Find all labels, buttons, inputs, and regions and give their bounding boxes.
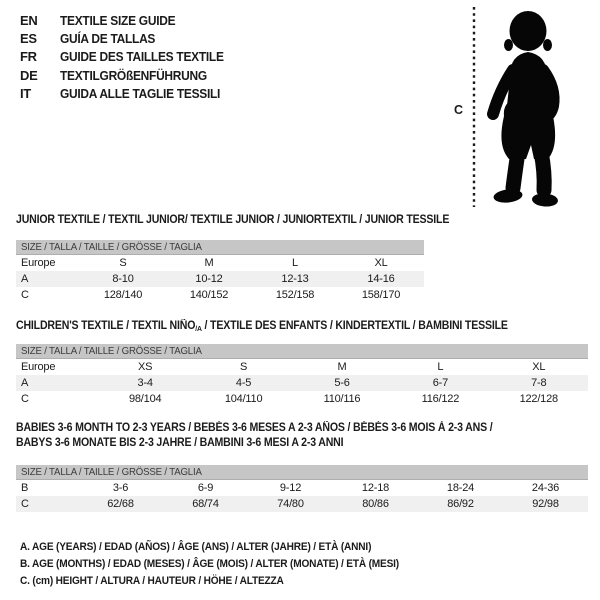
height-measure-label: C xyxy=(454,103,464,117)
table-row xyxy=(16,255,424,271)
value-cell: 12-18 xyxy=(361,482,390,494)
table-row xyxy=(16,391,588,407)
language-row xyxy=(20,66,238,84)
table-row xyxy=(16,271,424,287)
value-cell: 74/80 xyxy=(277,498,304,510)
language-code: EN xyxy=(20,12,38,28)
row-label-cell: C xyxy=(21,393,29,405)
table-row xyxy=(16,287,424,303)
value-cell: S xyxy=(119,257,127,269)
value-cell: 116/122 xyxy=(421,393,460,405)
value-cell: 122/128 xyxy=(519,393,558,405)
row-label-cell: A xyxy=(21,273,29,285)
row-label-cell: Europe xyxy=(21,257,56,269)
value-cell: 86/92 xyxy=(447,498,474,510)
table-row xyxy=(16,375,588,391)
value-cell: M xyxy=(204,257,214,269)
value-cell: 158/170 xyxy=(361,289,401,301)
value-cell: 62/68 xyxy=(107,498,134,510)
language-title: TEXTILE SIZE GUIDE xyxy=(60,12,176,28)
row-label-cell: Europe xyxy=(21,361,56,373)
language-title: GUÍA DE TALLAS xyxy=(60,31,156,47)
babies-section-title: BABIES 3-6 MONTH TO 2-3 YEARS / BEBÉS 3-6 MESES A 2-3 AÑOS / BÉBÉS 3-6 MOIS À 2-3 ANS / BABYS 3-6 MONATE BIS 2-3 JAHRE / BAMBINI 3-6 MESI A 2-3 ANNI xyxy=(16,422,493,449)
language-header xyxy=(20,11,238,103)
children-section-title: CHILDREN'S TEXTILE / TEXTIL NIÑO/A / TEXTILE DES ENFANTS / KINDERTEXTIL / BAMBINI TESSILE xyxy=(16,320,508,333)
value-cell: 152/158 xyxy=(275,289,315,301)
value-cell: 3-4 xyxy=(137,377,153,389)
height-measure-figure xyxy=(450,2,598,210)
value-cell: L xyxy=(437,361,444,373)
footnote-a: A. AGE (YEARS) / EDAD (AÑOS) / ÂGE (ANS) / ALTER (JAHRE) / ETÀ (ANNI) xyxy=(20,541,372,553)
value-cell: L xyxy=(292,257,298,269)
language-code: IT xyxy=(20,86,31,102)
footnote-c: C. (cm) HEIGHT / ALTURA / HAUTEUR / HÖHE / ALTEZZA xyxy=(20,575,284,588)
value-cell: 110/116 xyxy=(323,393,361,405)
language-code: ES xyxy=(20,31,37,47)
value-cell: S xyxy=(240,361,248,373)
language-row xyxy=(20,29,238,47)
size-header-bar: SIZE / TALLA / TAILLE / GRÖSSE / TAGLIA xyxy=(16,240,424,255)
value-cell: 80/86 xyxy=(362,498,389,510)
row-label-cell: C xyxy=(21,289,29,301)
size-header-bar: SIZE / TALLA / TAILLE / GRÖSSE / TAGLIA xyxy=(16,344,588,359)
value-cell: 3-6 xyxy=(112,482,129,494)
table-row xyxy=(16,480,588,496)
value-cell: M xyxy=(337,361,347,373)
children-size-table xyxy=(16,344,588,407)
language-title: TEXTILGRÖßENFÜHRUNG xyxy=(60,67,207,83)
value-cell: 5-6 xyxy=(334,377,350,389)
table-row xyxy=(16,359,588,375)
value-cell: 4-5 xyxy=(235,377,252,389)
value-cell: 140/152 xyxy=(189,289,229,301)
footnote-b: B. AGE (MONTHS) / EDAD (MESES) / ÂGE (MOIS) / ALTER (MONATE) / ETÀ (MESI) xyxy=(20,558,399,571)
value-cell: 104/110 xyxy=(224,393,263,405)
value-cell: 7-8 xyxy=(531,377,547,389)
value-cell: 14-16 xyxy=(367,273,395,285)
row-label-cell: B xyxy=(21,482,29,494)
row-label-cell: C xyxy=(21,498,29,510)
row-label-cell: A xyxy=(21,377,29,389)
size-header-bar: SIZE / TALLA / TAILLE / GRÖSSE / TAGLIA xyxy=(16,465,588,480)
language-row xyxy=(20,85,238,103)
value-cell: 6-9 xyxy=(197,482,214,494)
value-cell: 128/140 xyxy=(103,289,143,301)
value-cell: 12-13 xyxy=(281,273,309,285)
legend-footnotes xyxy=(20,539,432,591)
babies-size-table xyxy=(16,465,588,512)
language-row xyxy=(20,48,238,66)
value-cell: 68/74 xyxy=(192,498,219,510)
junior-size-table xyxy=(16,240,424,303)
value-cell: XL xyxy=(374,257,388,269)
toddler-silhouette-icon xyxy=(482,4,596,208)
junior-section-title: JUNIOR TEXTILE / TEXTIL JUNIOR/ TEXTILE JUNIOR / JUNIORTEXTIL / JUNIOR TESSILE xyxy=(16,214,450,226)
value-cell: 8-10 xyxy=(112,273,134,285)
language-code: DE xyxy=(20,67,38,83)
language-row xyxy=(20,11,238,29)
language-title: GUIDA ALLE TAGLIE TESSILI xyxy=(60,86,221,102)
value-cell: 6-7 xyxy=(432,377,449,389)
value-cell: 9-12 xyxy=(279,482,302,494)
table-row xyxy=(16,496,588,512)
value-cell: 92/98 xyxy=(532,498,559,510)
value-cell: 18-24 xyxy=(446,482,475,494)
value-cell: 10-12 xyxy=(195,273,223,285)
height-dashed-line xyxy=(472,7,476,207)
value-cell: 98/104 xyxy=(128,393,162,405)
value-cell: XS xyxy=(138,361,153,373)
language-title: GUIDE DES TAILLES TEXTILE xyxy=(60,49,224,65)
language-code: FR xyxy=(20,49,37,65)
title-subscript: /A xyxy=(195,324,202,333)
value-cell: 24-36 xyxy=(531,482,560,494)
value-cell: XL xyxy=(532,361,546,373)
